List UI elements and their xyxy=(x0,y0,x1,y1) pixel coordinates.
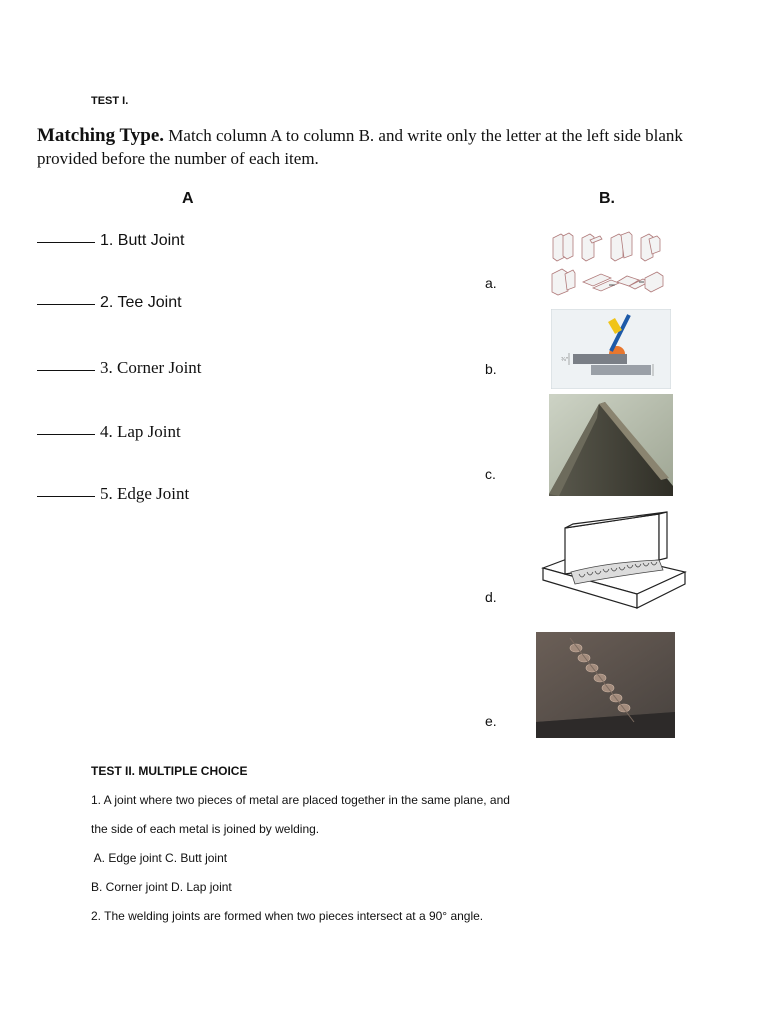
item-number: 4. xyxy=(100,422,113,441)
test1-heading: TEST I. xyxy=(91,95,129,107)
answer-blank-2[interactable] xyxy=(37,304,95,305)
svg-text:¾": ¾" xyxy=(561,357,569,363)
column-b-letter-a: a. xyxy=(485,275,497,291)
item-text: Lap Joint xyxy=(117,422,181,441)
column-b-letter-c: c. xyxy=(485,466,496,482)
item-number: 5. xyxy=(100,484,113,503)
question-1-line-1: 1. A joint where two pieces of metal are placed together in the same plane, and xyxy=(91,793,510,807)
column-a-header: A xyxy=(182,190,194,207)
item-text: Edge Joint xyxy=(117,484,190,503)
matching-title: Matching Type. xyxy=(37,125,165,146)
lap-weld-image xyxy=(551,309,671,389)
test2-heading: TEST II. MULTIPLE CHOICE xyxy=(91,764,248,778)
item-text: Butt Joint xyxy=(117,232,185,249)
corner-angle-image xyxy=(549,394,673,496)
item-number: 1. xyxy=(100,232,114,249)
item-number: 2. xyxy=(100,294,114,311)
butt-weld-photo-image xyxy=(536,632,675,738)
tee-weld-drawing-image xyxy=(539,510,687,620)
joint-types-diagram-image xyxy=(549,230,665,300)
answer-blank-3[interactable] xyxy=(37,370,95,371)
column-a-item-1 xyxy=(37,232,185,250)
answer-blank-5[interactable] xyxy=(37,496,95,497)
column-b-header: B. xyxy=(599,190,615,207)
column-b-letter-b: b. xyxy=(485,361,497,377)
question-1-options-row-2: B. Corner joint D. Lap joint xyxy=(91,880,232,894)
matching-instructions xyxy=(37,124,737,170)
column-a-item-5 xyxy=(37,484,189,504)
answer-blank-1[interactable] xyxy=(37,242,95,243)
question-2: 2. The welding joints are formed when two pieces intersect at a 90° angle. xyxy=(91,909,484,923)
answer-blank-4[interactable] xyxy=(37,434,95,435)
question-1-line-2: the side of each metal is joined by welding. xyxy=(91,822,320,836)
matching-instruction-text: Match column A to column B. and write only the letter at the left side blank provided before the number of each item. xyxy=(37,126,683,168)
column-a-item-3 xyxy=(37,358,202,378)
item-text: Corner Joint xyxy=(117,358,202,377)
column-b-letter-d: d. xyxy=(485,589,497,605)
column-a-item-4 xyxy=(37,422,181,442)
column-b-letter-e: e. xyxy=(485,713,497,729)
column-a-item-2 xyxy=(37,294,182,312)
item-text: Tee Joint xyxy=(117,294,182,311)
item-number: 3. xyxy=(100,358,113,377)
question-1-options-row-1: A. Edge joint C. Butt joint xyxy=(91,851,228,865)
